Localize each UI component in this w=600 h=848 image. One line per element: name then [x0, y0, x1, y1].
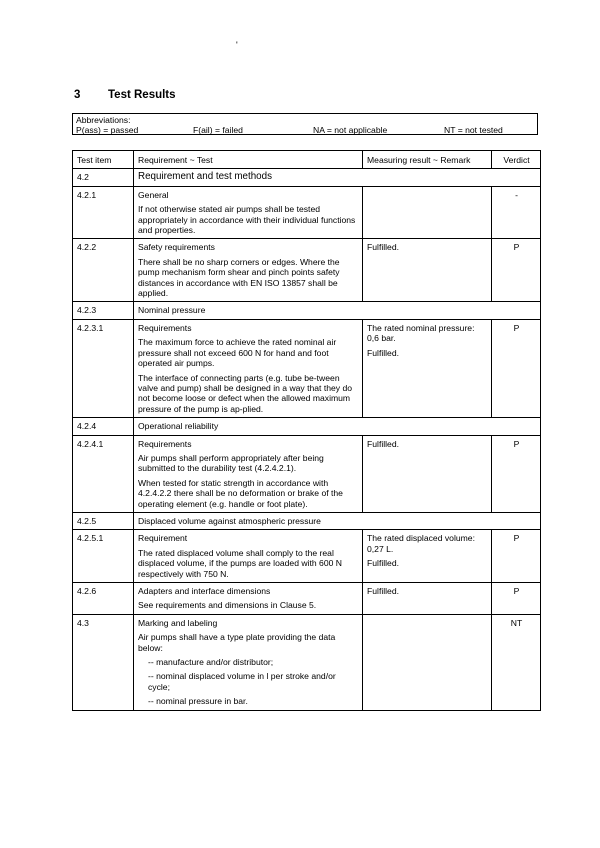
verdict: P — [492, 435, 541, 512]
table-row — [73, 319, 541, 417]
table-row — [73, 512, 541, 529]
result-text: Fulfilled. — [367, 558, 399, 569]
requirement-text: There shall be no sharp corners or edges. Where the pump mechanism form shear and pinch points safety distances in accordance with EN ISO 13857 shall be applied. — [138, 256, 340, 299]
requirement-title: Requirement — [138, 533, 188, 544]
abbr-not-applicable: NA = not applicable — [313, 125, 388, 135]
requirement-text: Air pumps shall have a type plate providing the data below: — [138, 632, 336, 653]
table-row — [73, 614, 541, 710]
table-row — [73, 530, 541, 583]
column-header: Requirement ~ Test — [134, 151, 363, 169]
test-item: 4.2.4.1 — [73, 435, 134, 512]
section-title: Displaced volume against atmospheric pressure — [134, 512, 541, 529]
abbr-failed: F(ail) = failed — [193, 125, 243, 135]
result-cell — [363, 530, 492, 583]
abbr-not-tested: NT = not tested — [444, 125, 503, 135]
table-row — [73, 302, 541, 319]
verdict: P — [492, 530, 541, 583]
verdict: P — [492, 239, 541, 302]
requirement-title: Safety requirements — [138, 242, 215, 253]
verdict: P — [492, 583, 541, 615]
requirement-cell — [134, 239, 363, 302]
section-number: 3 — [74, 89, 81, 101]
section-heading — [74, 89, 176, 101]
requirement-list-item: -- nominal pressure in bar. — [148, 696, 248, 707]
result-text: Fulfilled. — [367, 242, 399, 253]
table-row — [73, 169, 541, 186]
requirement-text: See requirements and dimensions in Clause 5. — [138, 600, 317, 611]
test-item: 4.2.1 — [73, 186, 134, 239]
result-text: Fulfilled. — [367, 586, 399, 596]
stray-mark: ' — [236, 40, 238, 50]
abbreviations-box — [72, 113, 538, 135]
requirement-list-item: -- manufacture and/or distributor; — [148, 657, 274, 668]
result-cell — [363, 319, 492, 417]
requirement-text: The interface of connecting parts (e.g. tube be-tween valve and pump) shall be designed in a way that they do not become loose or defect when the allowed maximum pressure of the pump is ap-plied. — [138, 372, 353, 414]
test-item: 4.2.5.1 — [73, 530, 134, 583]
test-item: 4.2.4 — [73, 418, 134, 435]
abbr-passed: P(ass) = passed — [76, 125, 139, 135]
table-row — [73, 435, 541, 512]
requirement-cell — [134, 435, 363, 512]
test-item: 4.2.3.1 — [73, 319, 134, 417]
section-title: Operational reliability — [134, 418, 541, 435]
requirement-cell — [134, 530, 363, 583]
requirement-cell — [134, 614, 363, 710]
requirement-text: If not otherwise stated air pumps shall be tested appropriately in accordance with their individual functions and properties. — [138, 204, 356, 236]
verdict: - — [492, 186, 541, 239]
requirement-cell — [134, 186, 363, 239]
result-cell — [363, 614, 492, 710]
requirement-list-item: -- nominal displaced volume in l per stroke and/or cycle; — [148, 671, 336, 692]
result-cell — [363, 583, 492, 615]
table-row — [73, 418, 541, 435]
verdict: NT — [492, 614, 541, 710]
requirement-title: General — [138, 189, 169, 200]
requirement-title: Requirements — [138, 438, 192, 449]
test-results-table — [72, 150, 541, 711]
section-title: Test Results — [108, 89, 176, 101]
requirement-title: Requirements — [138, 322, 192, 333]
test-item: 4.2 — [73, 169, 134, 186]
requirement-cell — [134, 319, 363, 417]
result-cell — [363, 186, 492, 239]
test-item: 4.3 — [73, 614, 134, 710]
test-item: 4.2.2 — [73, 239, 134, 302]
result-text: The rated displaced volume: 0,27 L. — [367, 533, 475, 554]
column-header: Verdict — [492, 151, 541, 169]
requirement-text: Air pumps shall perform appropriately after being submitted to the durability test (4.2.4.2.1). — [138, 452, 324, 474]
requirement-cell — [134, 583, 363, 615]
table-row — [73, 239, 541, 302]
requirement-text: When tested for static strength in accordance with 4.2.4.2.2 there shall be no deformation or brake of the operating element (e.g. handle or foot plate). — [138, 477, 343, 509]
test-item: 4.2.6 — [73, 583, 134, 615]
column-header: Test item — [73, 151, 134, 169]
verdict: P — [492, 319, 541, 417]
result-text: Fulfilled. — [367, 438, 399, 449]
result-text: The rated nominal pressure: 0,6 bar. — [367, 322, 475, 344]
abbreviations-title: Abbreviations: — [76, 115, 131, 125]
requirement-title: Adapters and interface dimensions — [138, 586, 271, 596]
result-cell — [363, 435, 492, 512]
table-header-row — [73, 151, 541, 169]
test-item: 4.2.3 — [73, 302, 134, 319]
result-text: Fulfilled. — [367, 347, 399, 358]
requirement-title: Marking and labeling — [138, 617, 218, 628]
section-title: Nominal pressure — [134, 302, 541, 319]
requirement-text: The rated displaced volume shall comply to the real displaced volume, if the pumps are loaded with 600 N respectively with 750 N. — [138, 547, 342, 579]
requirement-text: The maximum force to achieve the rated nominal air pressure shall not exceed 600 N for hand and foot operated air pumps. — [138, 337, 337, 369]
result-cell — [363, 239, 492, 302]
test-item: 4.2.5 — [73, 512, 134, 529]
section-title: Requirement and test methods — [134, 169, 541, 186]
table-row — [73, 186, 541, 239]
column-header: Measuring result ~ Remark — [363, 151, 492, 169]
table-row — [73, 583, 541, 615]
